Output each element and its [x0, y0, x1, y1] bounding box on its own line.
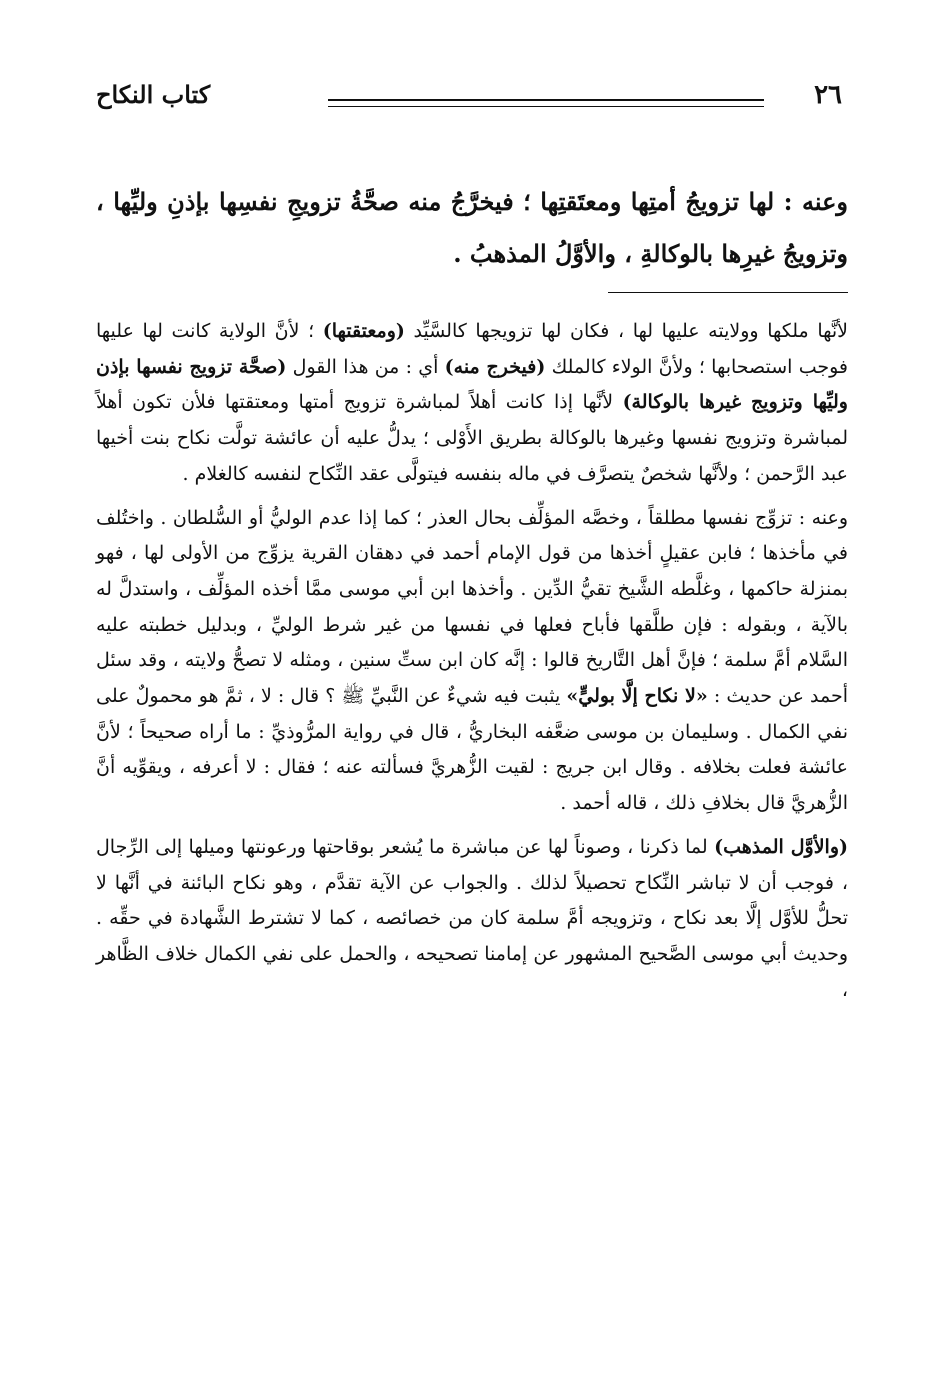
quoted-phrase: (والأوَّل المذهب): [714, 835, 848, 858]
commentary-paragraph-1: [96, 314, 848, 493]
footnote-separator: [608, 292, 848, 293]
hadith-quote: «لا نكاح إلَّا بوليٍّ»: [566, 685, 708, 708]
main-text: وعنه : لها تزويجُ أمتِها ومعتَقتِها ؛ فيخرَّجُ منه صحَّةُ تزويجِ نفسِها بإذنِ وليِّها ، وتزويجُ غيرِها بالوكالةِ ، والأوَّلُ المذهبُ .: [96, 187, 848, 268]
quoted-phrase: (صحَّة تزويج نفسها بإذن وليِّها وتزويج غيرها بالوكالة): [96, 355, 848, 414]
page-header: [96, 80, 848, 120]
commentary-paragraph-2: [96, 501, 848, 822]
quoted-phrase: (فيخرج منه): [444, 355, 546, 378]
text-run: لأنَّها ملكها وولايته عليها لها ، فكان لها تزويجها كالسَّيِّد: [404, 320, 848, 342]
text-run: يثبت فيه شيءٌ عن النَّبيِّ ﷺ ؟ قال : لا ، ثمَّ هو محمولٌ على نفي الكمال . وسليمان بن موسى ضعَّفه البخاريُّ ، قال في رواية المرُّوذيِّ : ما أراه صحيحاً ؛ لأنَّ عائشة فعلت بخلافه . وقال ابن جريج : لقيت الزُّهريَّ فسألته عنه ؛ فقال : لا أعرفه ، ويقوِّيه أنَّ الزُّهريَّ قال بخلافِ ذلك ، قاله أحمد .: [96, 685, 848, 815]
text-run: وعنه : تزوِّج نفسها مطلقاً ، وخصَّه المؤلِّف بحال العذر ؛ كما إذا عدم الوليُّ أو السُّلطان . واختُلف في مأخذها ؛ فابن عقيلٍ أخذها من قول الإمام أحمد في دهقان القرية يزوِّج من الأولى لها ، فهو بمنزلة حاكمها ، وغلَّطه الشَّيخ تقيُّ الدِّين . وأخذها ابن أبي موسى ممَّا أخذه المؤلِّف ، واستدلَّ له بالآية ، وبقوله : فإن طلَّقها فأباح فعلها في نفسها من غير شرط الوليِّ ، وبدليل خطبته عليه السَّلام أمَّ سلمة ؛ فإنَّ أهل التَّاريخ قالوا : إنَّه كان ابن ستِّ سنين ، ومثله لا تصحُّ ولايته ، وقد سئل أحمد عن حديث :: [96, 506, 849, 708]
quoted-phrase: (ومعتقتها): [322, 320, 405, 342]
header-rule: [328, 99, 764, 107]
text-run: لأنَّها إذا كانت أهلاً لمباشرة تزويج أمتها ومعتقتها فلأن تكون أهلاً لمباشرة وتزويج نفسها وغيرها بالوكالة بطريق الأَوْلى ؛ يدلُّ عليه أن عائشة تولَّت نكاح بنت أخيها عبد الرَّحمن ؛ ولأنَّها شخصٌ يتصرَّف في ماله بنفسه فيتولَّى عقد النِّكاح لنفسه كالغلام .: [96, 391, 848, 485]
running-title: كتاب النكاح: [96, 80, 211, 109]
text-run: لما ذكرنا ، وصوناً لها عن مباشرة ما يُشعر بوقاحتها ورعونتها وميلها إلى الرِّجال ، فوجب أن لا تباشر النِّكاح تحصيلاً لذلك . والجواب عن الآية تقدَّم ، وهو نكاح البائنة في أنَّها لا تحلُّ للأوَّل إلَّا بعد نكاح ، وتزويجه أمَّ سلمة كان من خصائصه ، كما لا تشترط الشَّهادة في حقِّه . وحديث أبي موسى الصَّحيح المشهور عن إمامنا تصحيحه ، والحمل على نفي الكمال خلاف الظَّاهر ،: [96, 835, 848, 1001]
commentary-paragraph-3: [96, 830, 848, 1009]
page-number: ٢٦: [814, 80, 842, 110]
text-run: ؛ لأنَّ الولاية كانت لها عليها فوجب استصحابها ؛ ولأنَّ الولاء كالملك: [96, 320, 848, 378]
text-run: أي : من هذا القول: [286, 355, 445, 378]
commentary: [96, 314, 848, 1008]
